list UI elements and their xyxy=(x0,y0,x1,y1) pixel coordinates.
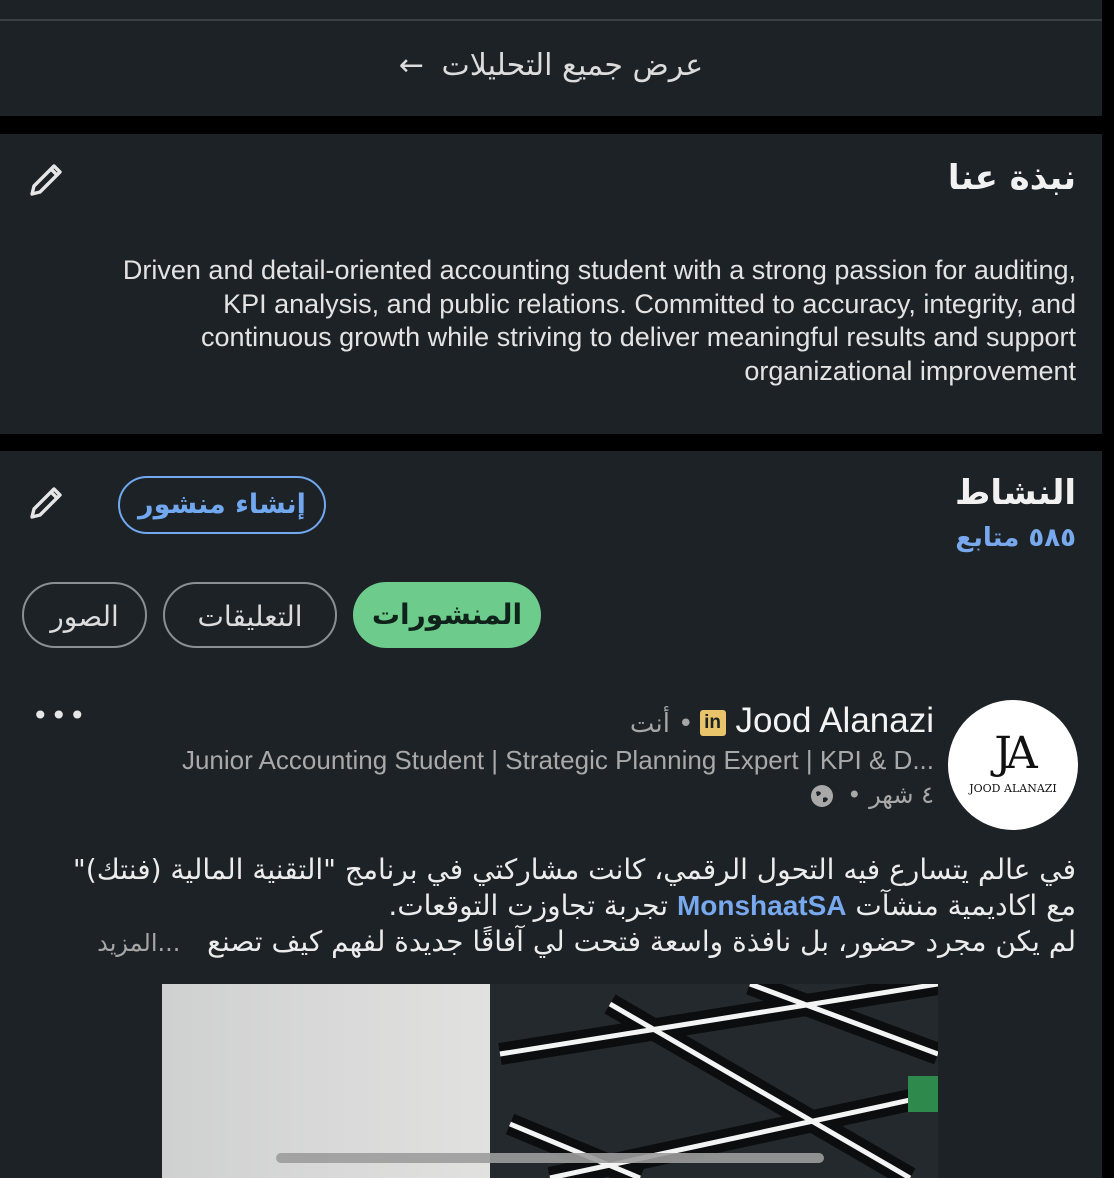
author-name: Jood Alanazi xyxy=(735,701,934,740)
pencil-icon[interactable] xyxy=(24,158,68,202)
about-card xyxy=(0,134,1102,434)
home-indicator[interactable] xyxy=(276,1153,824,1163)
show-all-analytics-label: عرض جميع التحليلات xyxy=(441,48,704,83)
linkedin-icon: in xyxy=(700,710,726,736)
about-title: نبذة عنا xyxy=(947,158,1076,198)
tab-posts[interactable]: المنشورات xyxy=(353,582,541,648)
tab-comments[interactable]: التعليقات xyxy=(163,582,337,648)
activity-title: النشاط xyxy=(955,473,1076,513)
analytics-card xyxy=(0,0,1102,116)
post-text-fragment: تجربة تجاوزت التوقعات. xyxy=(388,889,677,922)
author-headline: Junior Accounting Student | Strategic Planning Expert | KPI & D... xyxy=(181,745,934,775)
about-line: organizational improvement xyxy=(744,355,1076,386)
create-post-button[interactable]: إنشاء منشور xyxy=(118,476,326,534)
about-line: continuous growth while striving to deliver meaningful results and support xyxy=(201,322,1076,352)
timestamp-text: ٤ شهر • xyxy=(847,781,934,809)
post-author[interactable] xyxy=(630,701,934,741)
scrollbar-track xyxy=(1102,0,1114,1178)
post-line xyxy=(26,924,1076,961)
show-all-analytics-link[interactable] xyxy=(0,48,1102,83)
avatar[interactable] xyxy=(948,700,1078,830)
post-image[interactable] xyxy=(162,984,938,1178)
followers-count[interactable]: ٥٨٥ متابع xyxy=(955,523,1076,553)
divider xyxy=(0,19,1102,21)
avatar-monogram: JA xyxy=(994,728,1032,779)
post-body xyxy=(26,852,1076,961)
post-line: في عالم يتسارع فيه التحول الرقمي، كانت مشاركتي في برنامج "التقنية المالية (فنتك)" xyxy=(72,853,1076,886)
arrow-left-icon: ← xyxy=(398,48,424,83)
see-more-link[interactable]: ...المزيد xyxy=(97,929,181,957)
more-options-icon[interactable]: ••• xyxy=(32,699,88,732)
post-timestamp xyxy=(810,781,934,809)
image-wall-region xyxy=(162,984,490,1178)
about-description xyxy=(36,254,1076,388)
post-text-fragment: لم يكن مجرد حضور، بل نافذة واسعة فتحت لي آفاقًا جديدة لفهم كيف تصنع xyxy=(207,925,1076,958)
connection-degree: • أنت xyxy=(629,709,694,739)
tab-photos[interactable]: الصور xyxy=(22,582,147,648)
mention-link[interactable]: MonshaatSA xyxy=(676,890,847,921)
activity-card xyxy=(0,451,1102,1178)
image-ceiling-region xyxy=(490,984,938,1178)
post-line xyxy=(26,888,1076,924)
globe-icon xyxy=(810,784,834,808)
pencil-icon[interactable] xyxy=(24,481,68,525)
about-line: Driven and detail-oriented accounting student with a strong passion for auditing, xyxy=(122,255,1076,285)
about-line: KPI analysis, and public relations. Committed to accuracy, integrity, and xyxy=(223,288,1076,319)
post-text-fragment: مع اكاديمية منشآت xyxy=(846,889,1076,922)
avatar-subtitle: JOOD ALANAZI xyxy=(969,782,1057,795)
